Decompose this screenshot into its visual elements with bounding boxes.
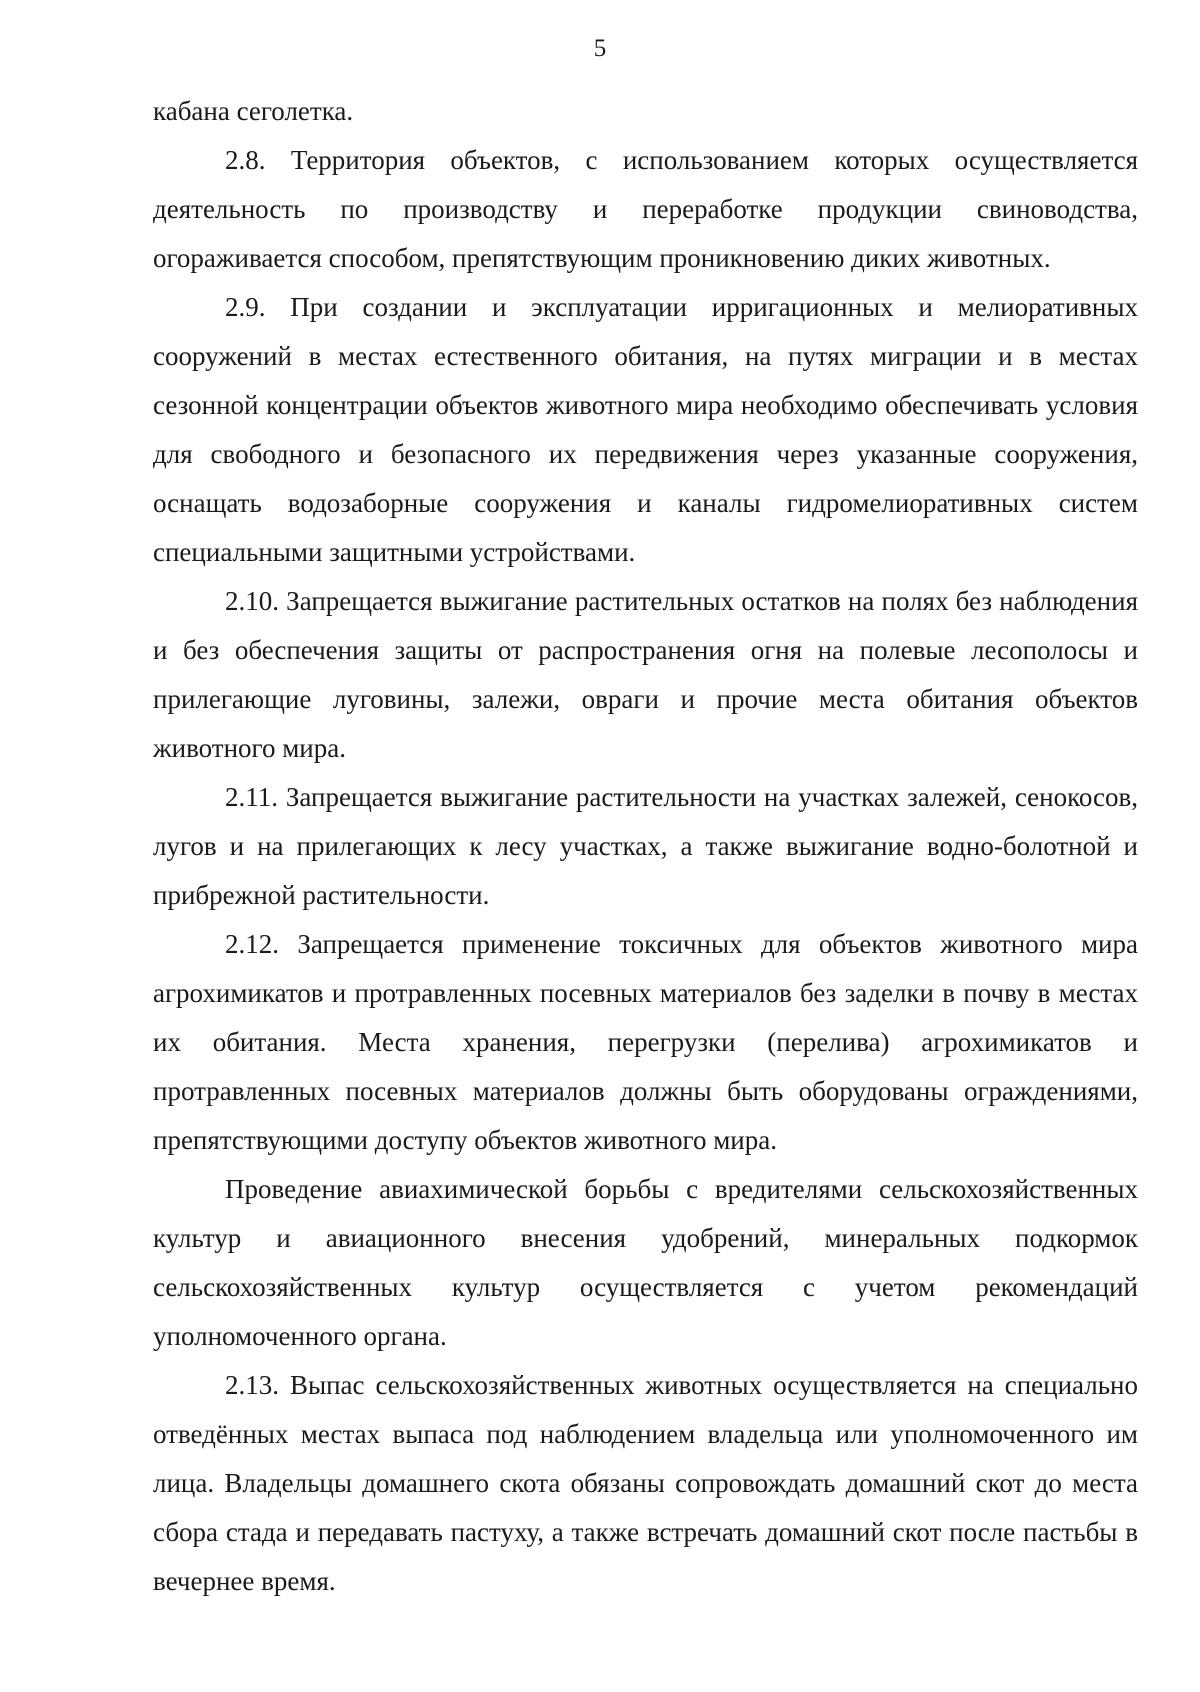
page-number: 5: [593, 35, 607, 62]
paragraph-aviation-chemical: Проведение авиахимической борьбы с вредителями сельскохозяйственных культур и авиационного внесения удобрений, минеральных подкормок сельскохозяйственных культур осуществляется с учетом рекомендаций уполномоченного органа.: [153, 1174, 1138, 1351]
paragraph-2-12: 2.12. Запрещается применение токсичных для объектов животного мира агрохимикатов и протравленных посевных материалов без заделки в почву в местах их обитания. Места хранения, перегрузки (перелива) агрохимикатов и протравленных посевных материалов должны быть оборудованы ограждениями, препятствующими доступу объектов животного мира.: [153, 929, 1138, 1155]
document-body: [153, 87, 1138, 1606]
paragraph-2-8: 2.8. Территория объектов, с использованием которых осуществляется деятельность по производству и переработке продукции свиноводства, огораживается способом, препятствующим проникновению диких животных.: [153, 145, 1138, 273]
paragraph-2-10: 2.10. Запрещается выжигание растительных остатков на полях без наблюдения и без обеспечения защиты от распространения огня на полевые лесополосы и прилегающие луговины, залежи, овраги и прочие места обитания объектов животного мира.: [153, 586, 1138, 763]
paragraph-2-9: 2.9. При создании и эксплуатации ирригационных и мелиоративных сооружений в местах естественного обитания, на путях миграции и в местах сезонной концентрации объектов животного мира необходимо обеспечивать условия для свободного и безопасного их передвижения через указанные сооружения, оснащать водозаборные сооружения и каналы гидромелиоративных систем специальными защитными устройствами.: [153, 292, 1138, 567]
paragraph-2-13: 2.13. Выпас сельскохозяйственных животных осуществляется на специально отведённых местах выпаса под наблюдением владельца или уполномоченного им лица. Владельцы домашнего скота обязаны сопровождать домашний скот до места сбора стада и передавать пастуху, а также встречать домашний скот после пастьбы в вечернее время.: [153, 1370, 1138, 1596]
paragraph-continuation: кабана сеголетка.: [153, 96, 354, 126]
paragraph-2-11: 2.11. Запрещается выжигание растительности на участках залежей, сенокосов, лугов и на прилегающих к лесу участках, а также выжигание водно-болотной и прибрежной растительности.: [153, 782, 1138, 910]
